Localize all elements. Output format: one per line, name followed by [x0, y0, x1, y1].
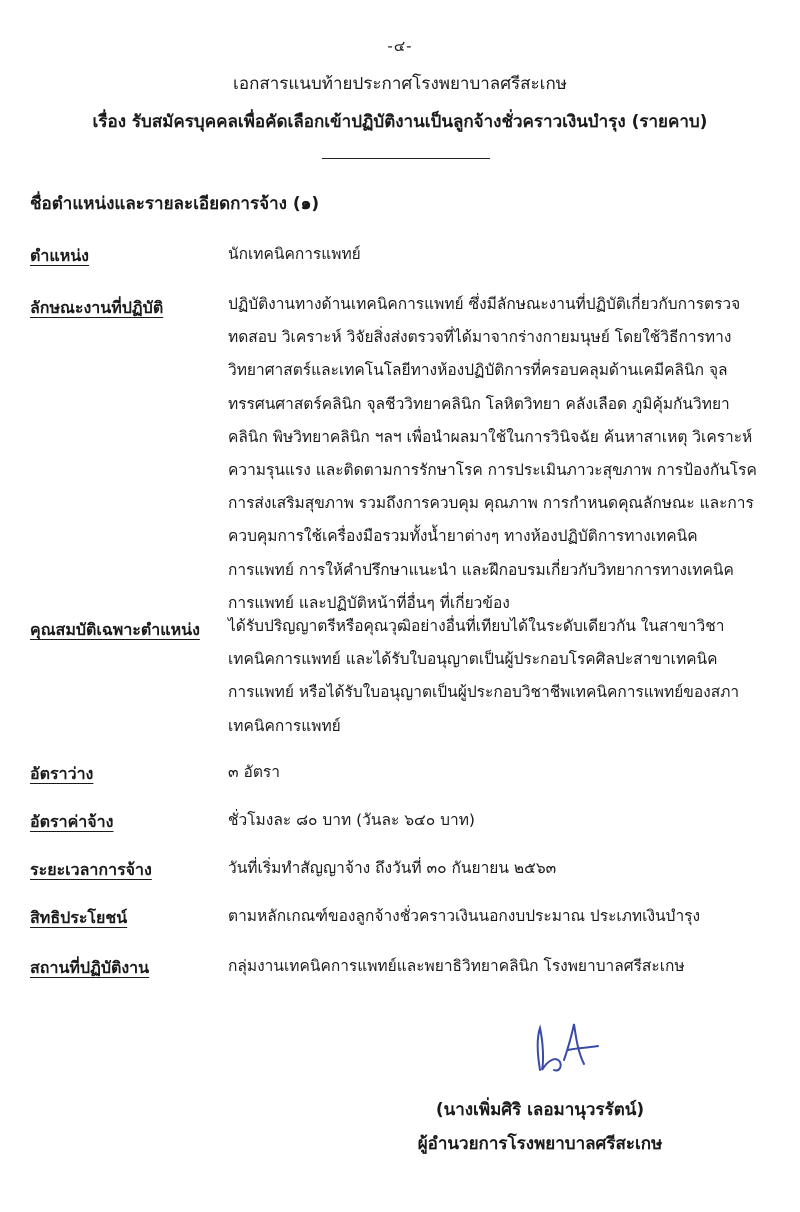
duties-line: ทดสอบ วิเคราะห์ วิจัยสิ่งส่งตรวจที่ได้มาจากร่างกายมนุษย์ โดยใช้วิธีการทาง: [228, 328, 732, 347]
position-label: ตำแหน่ง: [30, 246, 89, 265]
duties-label: ลักษณะงานที่ปฏิบัติ: [30, 298, 164, 317]
duties-line: การแพทย์ การให้คำปรึกษาแนะนำ และฝึกอบรมเกี่ยวกับวิทยาการทางเทคนิค: [228, 560, 734, 579]
duties-text: [228, 288, 786, 620]
duties-line: ทรรศนศาสตร์คลินิก จุลชีววิทยาคลินิก โลหิตวิทยา คลังเลือด ภูมิคุ้มกันวิทยา: [228, 394, 730, 413]
signer-name: (นางเพิ่มศิริ เลอมานุวรรัตน์): [435, 1100, 645, 1120]
qualifications-line: เทคนิคการแพทย์: [228, 716, 341, 735]
vacancies-value: ๓ อัตรา: [228, 763, 280, 781]
qualifications-line: ได้รับปริญญาตรีหรือคุณวุฒิอย่างอื่นที่เทียบได้ในระดับเดียวกัน ในสาขาวิชา: [228, 617, 725, 635]
signer-title: ผู้อำนวยการโรงพยาบาลศรีสะเกษ: [417, 1134, 663, 1154]
duties-line: ความรุนแรง และติดตามการรักษาโรค การประเมินภาวะสุขภาพ การป้องกันโรค: [228, 461, 757, 480]
wage-value: ชั่วโมงละ ๘๐ บาท (วันละ ๖๔๐ บาท): [228, 811, 475, 829]
signature-stroke: [538, 1028, 561, 1070]
section-heading: ชื่อตำแหน่งและรายละเอียดการจ้าง (๑): [30, 194, 320, 214]
employment-period-value: วันที่เริ่มทำสัญญาจ้าง ถึงวันที่ ๓๐ กันยายน ๒๕๖๓: [228, 859, 557, 877]
document-subject: เรื่อง รับสมัครบุคคลเพื่อคัดเลือกเข้าปฏิบัติงานเป็นลูกจ้างชั่วคราวเงินบำรุง (รายคาบ): [92, 112, 708, 132]
qualifications-line: เทคนิคการแพทย์ และได้รับใบอนุญาตเป็นผู้ประกอบโรคศิลปะสาขาเทคนิค: [228, 650, 718, 669]
duties-line: ควบคุมการใช้เครื่องมือรวมทั้งน้ำยาต่างๆ ทางห้องปฏิบัติการทางเทคนิค: [228, 527, 698, 546]
title-divider: [322, 158, 490, 159]
duties-line: ปฏิบัติงานทางด้านเทคนิคการแพทย์ ซึ่งมีลักษณะงานที่ปฏิบัติเกี่ยวกับการตรวจ: [228, 295, 741, 313]
wage-label: อัตราค่าจ้าง: [30, 812, 114, 831]
duties-line: คลินิก พิษวิทยาคลินิก ฯลฯ เพื่อนำผลมาใช้ในการวินิจฉัย ค้นหาสาเหตุ วิเคราะห์: [228, 427, 753, 446]
qualifications-text: [228, 610, 786, 743]
duties-line: การส่งเสริมสุขภาพ รวมถึงการควบคุม คุณภาพ การกำหนดคุณลักษณะ และการ: [228, 494, 754, 513]
duties-line: การแพทย์ และปฏิบัติหน้าที่อื่นๆ ที่เกี่ยวข้อง: [228, 593, 510, 612]
workplace-value: กลุ่มงานเทคนิคการแพทย์และพยาธิวิทยาคลินิก โรงพยาบาลศรีสะเกษ: [228, 957, 685, 975]
page-number: -๔-: [387, 37, 413, 55]
document-title: เอกสารแนบท้ายประกาศโรงพยาบาลศรีสะเกษ: [233, 74, 567, 94]
signature-stroke: [564, 1024, 598, 1064]
workplace-label: สถานที่ปฏิบัติงาน: [30, 958, 150, 977]
benefits-label: สิทธิประโยชน์: [30, 908, 128, 927]
position-value: นักเทคนิคการแพทย์: [228, 245, 361, 263]
qualifications-line: การแพทย์ หรือได้รับใบอนุญาตเป็นผู้ประกอบวิชาชีพเทคนิคการแพทย์ของสภา: [228, 683, 740, 702]
employment-period-label: ระยะเวลาการจ้าง: [30, 860, 152, 879]
vacancies-label: อัตราว่าง: [30, 764, 94, 783]
benefits-value: ตามหลักเกณฑ์ของลูกจ้างชั่วคราวเงินนอกงบประมาณ ประเภทเงินบำรุง: [228, 907, 701, 925]
handwritten-signature: [526, 1020, 606, 1076]
qualifications-label: คุณสมบัติเฉพาะตำแหน่ง: [30, 620, 200, 639]
duties-line: วิทยาศาสตร์และเทคโนโลยีทางห้องปฏิบัติการที่ครอบคลุมด้านเคมีคลินิก จุล: [228, 361, 728, 380]
